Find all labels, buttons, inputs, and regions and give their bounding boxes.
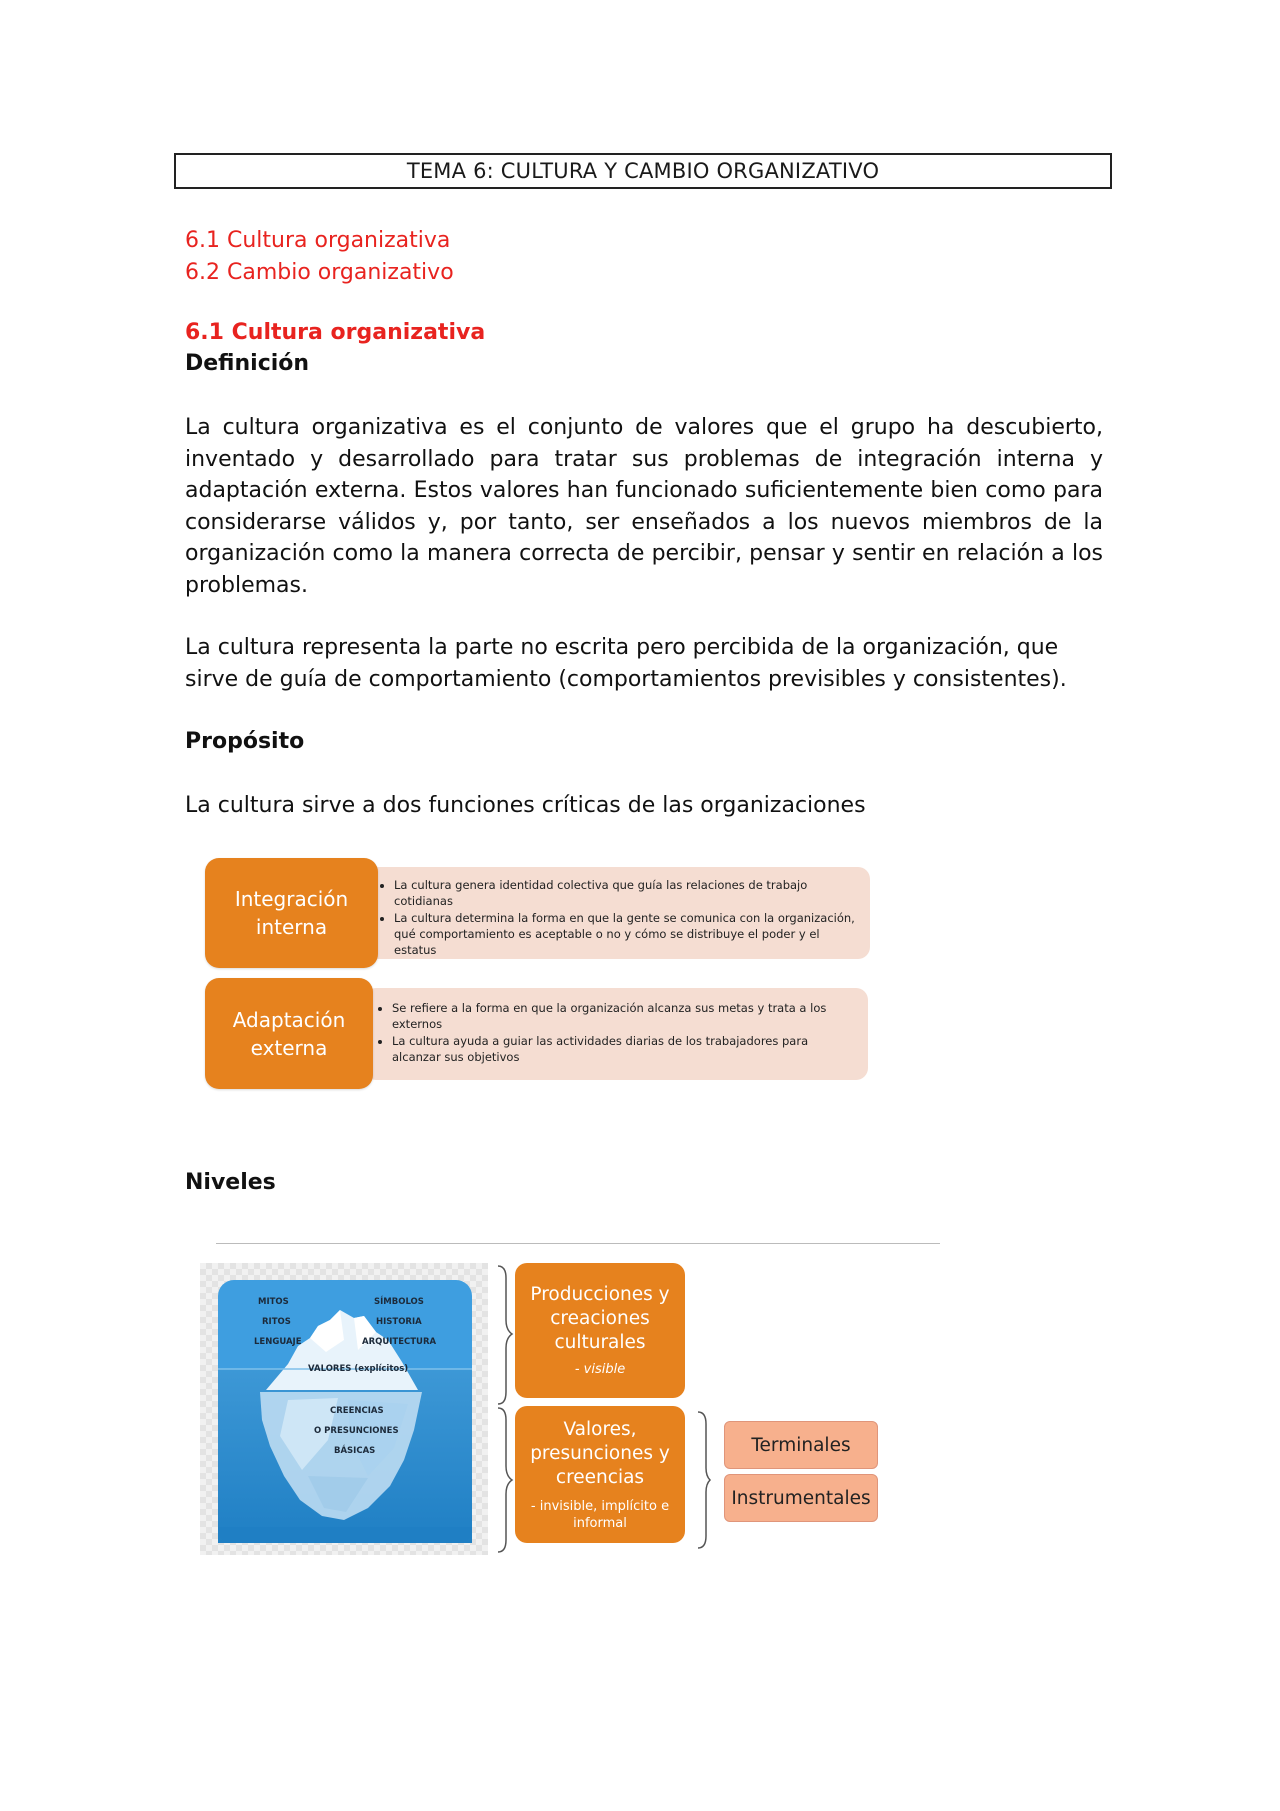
box-label: Integración [234,887,349,911]
integracion-description [366,867,870,959]
iceberg-label: BÁSICAS [334,1446,376,1456]
box-label: externa [250,1035,328,1060]
box-sublabel: - visible [574,1362,626,1377]
definicion-paragraph: La cultura organizativa es el conjunto de valores que el grupo ha descubierto, inventado y desarrollado para tratar sus problemas de integración interna y adaptación externa. Estos valores han funcionado suficientemente bien como para considerarse válidos y, por tanto, ser enseñados a los nuevos miembros de la organización como la manera correcta de percibir, pensar y sentir en relación a los problemas. [185,415,1103,598]
document-title: TEMA 6: CULTURA Y CAMBIO ORGANIZATIVO [174,153,1112,189]
definicion-heading: Definición [185,351,310,376]
divider [216,1243,940,1244]
box-label: Producciones y [530,1284,670,1305]
brace-icon [494,1264,514,1554]
iceberg-label: LENGUAJE [254,1337,302,1347]
box-label: interna [255,915,328,939]
box-label: Valores, [563,1418,637,1440]
bullet-item: • La cultura genera identidad colectiva que guía las relaciones de trabajo cotidianas [394,877,856,909]
box-sublabel: - invisible, implícito e [530,1498,670,1514]
bullet-item: • La cultura determina la forma en que la gente se comunica con la organización, qué comportamiento es aceptable o no y cómo se distribuye el poder y el estatus [394,910,856,958]
proposito-paragraph: La cultura sirve a dos funciones críticas de las organizaciones [185,793,866,818]
toc-item: 6.2 Cambio organizativo [185,260,454,285]
producciones-box [515,1263,685,1398]
cultura-paragraph: La cultura representa la parte no escrita pero percibida de la organización, que sirve de guía de comportamiento (comportamientos previsibles y consistentes). [185,635,1067,692]
integracion-interna-box [205,858,378,968]
table-of-contents [185,225,454,289]
iceberg-label: RITOS [262,1317,291,1327]
brace-icon [694,1410,712,1550]
niveles-heading: Niveles [185,1170,276,1195]
bullet-item: • La cultura ayuda a guiar las actividades diarias de los trabajadores para alcanzar sus objetivos [392,1033,854,1065]
adaptacion-externa-box [205,978,373,1089]
box-label: presunciones y [530,1442,670,1464]
iceberg-label: HISTORIA [376,1317,422,1327]
bullet-item: • Se refiere a la forma en que la organización alcanza sus metas y trata a los externos [392,1000,854,1032]
section-title: 6.1 Cultura organizativa [185,320,486,345]
iceberg-label: CREENCIAS [330,1406,384,1416]
iceberg-label: MITOS [258,1297,289,1307]
terminales-box: Terminales [724,1421,878,1469]
iceberg-label: VALORES (explícitos) [308,1364,409,1374]
box-sublabel: informal [573,1515,627,1531]
box-label: creencias [555,1466,645,1488]
box-label: creaciones [550,1308,650,1329]
iceberg-label: O PRESUNCIONES [314,1426,399,1436]
valores-box [515,1406,685,1543]
box-label: culturales [554,1332,646,1353]
toc-item: 6.1 Cultura organizativa [185,228,451,253]
box-label: Adaptación [232,1007,346,1032]
iceberg-label: ARQUITECTURA [362,1337,437,1347]
iceberg-label: SÍMBOLOS [374,1297,424,1307]
proposito-heading: Propósito [185,729,305,754]
adaptacion-description [364,988,868,1080]
instrumentales-box: Instrumentales [724,1474,878,1522]
